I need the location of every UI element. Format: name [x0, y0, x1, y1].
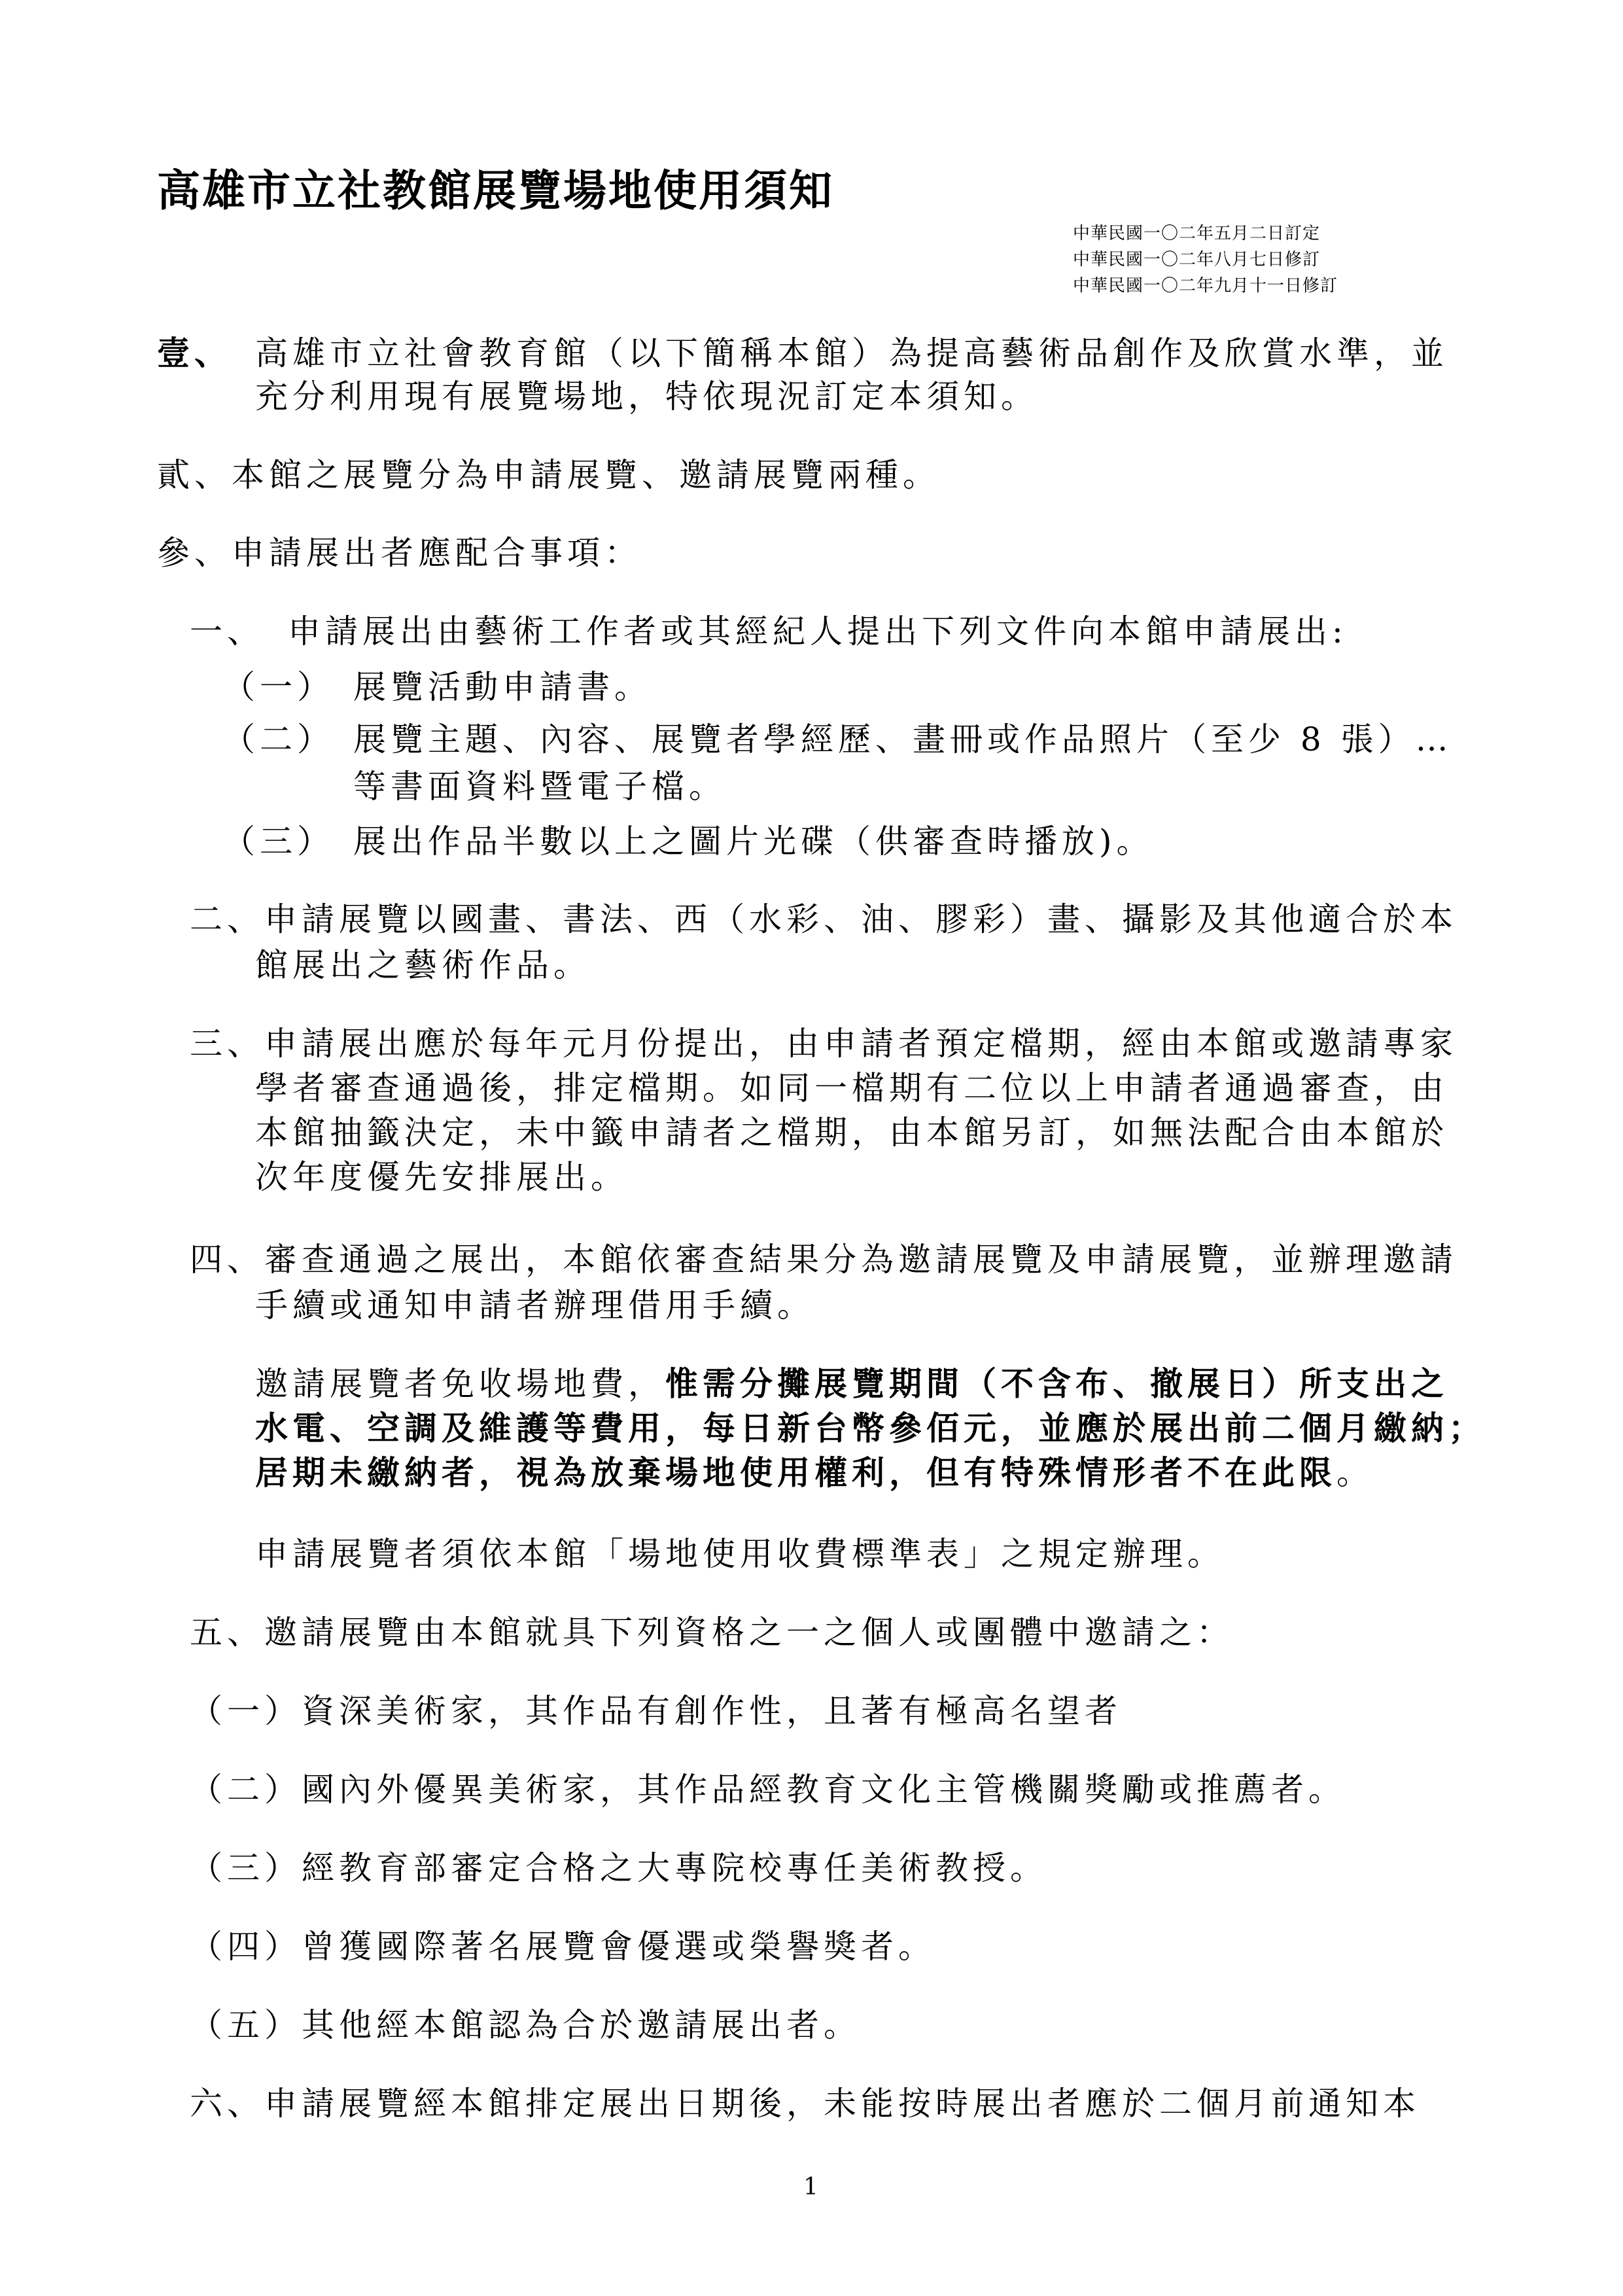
section-heading: 貳、本館之展覽分為申請展覽、邀請展覽兩種。	[157, 456, 940, 494]
paragraph-line: 申請展出由藝術工作者或其經紀人提出下列文件向本館申請展出:	[288, 612, 1348, 650]
list-item: （五）其他經本館認為合於邀請展出者。	[190, 2006, 861, 2044]
fee-paragraph-line: 水電、空調及維護等費用，每日新台幣參佰元，並應於展出前二個月繳納；	[255, 1409, 1486, 1447]
item-label: 一、	[190, 612, 264, 650]
paragraph-line: 展覽主題、內容、展覽者學經歷、畫冊或作品照片（至少 8 張）…	[353, 720, 1453, 758]
text-normal: 邀請展覽者免收場地費，	[255, 1365, 665, 1403]
paragraph-line: 四、審查通過之展出，本館依審查結果分為邀請展覽及申請展覽，並辦理邀請	[190, 1241, 1457, 1279]
date-line: 中華民國一〇二年九月十一日修訂	[1073, 276, 1338, 296]
date-line: 中華民國一〇二年八月七日修訂	[1073, 250, 1321, 270]
paragraph-line: 手續或通知申請者辦理借用手續。	[255, 1286, 814, 1324]
fee-paragraph-line	[255, 1364, 1448, 1404]
paragraph-line: 五、邀請展覽由本館就具下列資格之一之個人或團體中邀請之：	[190, 1614, 1234, 1651]
paragraph-line: 展出作品半數以上之圖片光碟（供審查時播放)。	[353, 822, 1154, 860]
list-item: （三）經教育部審定合格之大專院校專任美術教授。	[190, 1849, 1047, 1887]
paragraph-line: 三、申請展出應於每年元月份提出，由申請者預定檔期，經由本館或邀請專家	[190, 1025, 1457, 1063]
paragraph-line: 館展出之藝術作品。	[255, 946, 591, 984]
subitem-label: （三）	[222, 822, 334, 860]
subitem-label: （二）	[222, 720, 334, 758]
paragraph-line: 展覽活動申請書。	[353, 668, 652, 706]
date-line: 中華民國一〇二年五月二日訂定	[1073, 224, 1321, 243]
text-bold: 居期未繳納者，視為放棄場地使用權利，但有特殊情形者不在此限	[255, 1453, 1336, 1492]
page-number: 1	[803, 2174, 818, 2200]
section-label: 壹、	[157, 334, 232, 372]
document-title: 高雄市立社教館展覽場地使用須知	[157, 165, 834, 216]
list-item: （一）資深美術家，其作品有創作性，且著有極高名望者	[190, 1692, 1122, 1730]
paragraph-line: 申請展覽者須依本館「場地使用收費標準表」之規定辦理。	[255, 1535, 1225, 1573]
paragraph-line: 高雄市立社會教育館（以下簡稱本館）為提高藝術品創作及欣賞水準，並	[255, 334, 1448, 372]
subitem-label: （一）	[222, 668, 334, 706]
fee-paragraph-line	[255, 1453, 1374, 1492]
paragraph-line: 二、申請展覽以國畫、書法、西（水彩、油、膠彩）畫、攝影及其他適合於本	[190, 900, 1457, 938]
paragraph-line: 六、申請展覽經本館排定展出日期後，未能按時展出者應於二個月前通知本	[190, 2085, 1420, 2123]
paragraph-line: 次年度優先安排展出。	[255, 1158, 628, 1196]
paragraph-line: 學者審查通過後，排定檔期。如同一檔期有二位以上申請者通過審查，由	[255, 1069, 1448, 1107]
text-bold: 惟需分攤展覽期間（不含布、撤展日）所支出之	[665, 1364, 1448, 1403]
paragraph-line: 等書面資料暨電子檔。	[353, 768, 726, 805]
paragraph-line: 充分利用現有展覽場地，特依現況訂定本須知。	[255, 378, 1038, 415]
paragraph-line: 本館抽籤決定，未中籤申請者之檔期，由本館另訂，如無法配合由本館於	[255, 1114, 1448, 1152]
text-normal: 。	[1336, 1454, 1374, 1492]
list-item: （四）曾獲國際著名展覽會優選或榮譽獎者。	[190, 1928, 935, 1966]
section-heading: 參、申請展出者應配合事項：	[157, 534, 642, 572]
list-item: （二）國內外優異美術家，其作品經教育文化主管機關獎勵或推薦者。	[190, 1771, 1346, 1809]
